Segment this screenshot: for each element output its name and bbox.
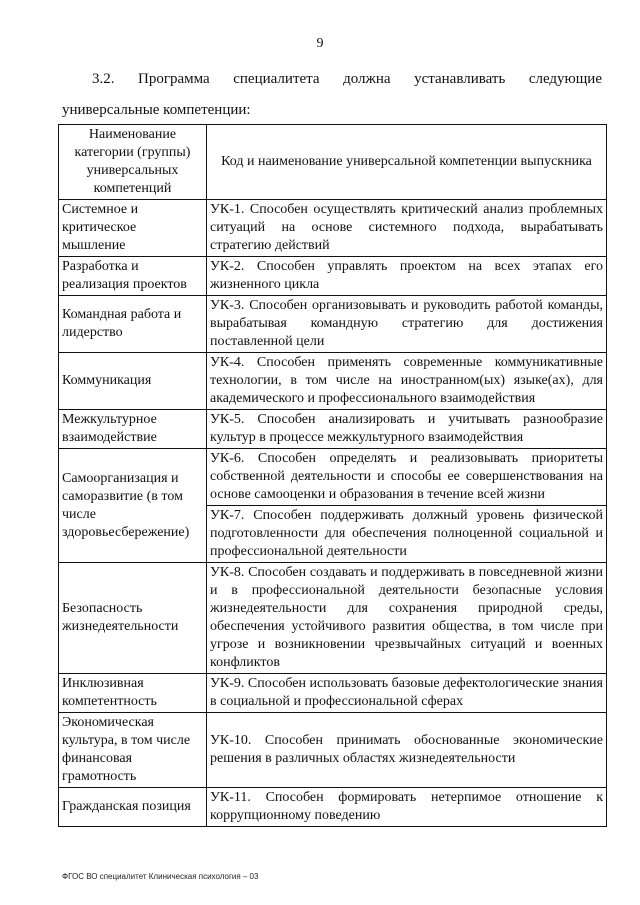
category-cell: Гражданская позиция <box>59 788 207 827</box>
competency-cell: УК-6. Способен определять и реализовывать приоритеты собственной деятельности и способы ее совершенствования на основе самооценки и образования в течение всей жизни <box>207 449 607 506</box>
table-header-row <box>59 125 607 200</box>
table-row <box>59 713 607 788</box>
table-row <box>59 410 607 449</box>
table-row <box>59 674 607 713</box>
category-cell: Разработка и реализация проектов <box>59 257 207 296</box>
category-cell: Безопасность жизнедеятельности <box>59 563 207 674</box>
intro-line-1 <box>62 66 602 92</box>
intro-word: устанавливать <box>414 71 506 87</box>
competency-cell: УК-4. Способен применять современные коммуникативные технологии, в том числе на иностранном(ых) языке(ах), для академического и профессионального взаимодействия <box>207 353 607 410</box>
intro-word: следующие <box>528 71 602 87</box>
category-cell: Инклюзивная компетентность <box>59 674 207 713</box>
header-category: Наименование категории (группы) универсальных компетенций <box>59 125 207 200</box>
category-cell: Командная работа и лидерство <box>59 296 207 353</box>
competency-cell: УК-5. Способен анализировать и учитывать разнообразие культур в процессе межкультурного взаимодействия <box>207 410 607 449</box>
table-row <box>59 257 607 296</box>
competency-cell: УК-3. Способен организовывать и руководить работой команды, вырабатывая командную стратегию для достижения поставленной цели <box>207 296 607 353</box>
table-row <box>59 200 607 257</box>
intro-word: должна <box>343 71 391 87</box>
footer-note: ФГОС ВО специалитет Клиническая психология – 03 <box>62 872 259 881</box>
intro-word: Программа <box>138 71 210 87</box>
intro-word: 3.2. <box>92 71 115 87</box>
intro-paragraph <box>62 66 602 123</box>
competency-cell: УК-7. Способен поддерживать должный уровень физической подготовленности для обеспечения полноценной социальной и профессиональной деятельности <box>207 506 607 563</box>
category-cell: Самоорганизация и саморазвитие (в том числе здоровьесбережение) <box>59 449 207 563</box>
competency-cell: УК-9. Способен использовать базовые дефектологические знания в социальной и профессиональной сферах <box>207 674 607 713</box>
table-row <box>59 296 607 353</box>
table-row <box>59 788 607 827</box>
competency-cell: УК-10. Способен принимать обоснованные экономические решения в различных областях жизнедеятельности <box>207 713 607 788</box>
intro-line-2: универсальные компетенции: <box>62 102 251 118</box>
table-row <box>59 449 607 506</box>
intro-word: специалитета <box>233 71 320 87</box>
competencies-table <box>58 124 607 827</box>
page-number: 9 <box>316 36 324 51</box>
category-cell: Экономическая культура, в том числе финансовая грамотность <box>59 713 207 788</box>
competency-cell: УК-8. Способен создавать и поддерживать в повседневной жизни и в профессиональной деятельности безопасные условия жизнедеятельности для сохранения природной среды, обеспечения устойчивого развития общества, в том числе при угрозе и возникновении чрезвычайных ситуаций и военных конфликтов <box>207 563 607 674</box>
table-row <box>59 563 607 674</box>
competency-cell: УК-1. Способен осуществлять критический анализ проблемных ситуаций на основе системного подхода, вырабатывать стратегию действий <box>207 200 607 257</box>
category-cell: Системное и критическое мышление <box>59 200 207 257</box>
competency-cell: УК-11. Способен формировать нетерпимое отношение к коррупционному поведению <box>207 788 607 827</box>
category-cell: Межкультурное взаимодействие <box>59 410 207 449</box>
header-code: Код и наименование универсальной компетенции выпускника <box>207 125 607 200</box>
table-row <box>59 353 607 410</box>
competency-cell: УК-2. Способен управлять проектом на всех этапах его жизненного цикла <box>207 257 607 296</box>
category-cell: Коммуникация <box>59 353 207 410</box>
